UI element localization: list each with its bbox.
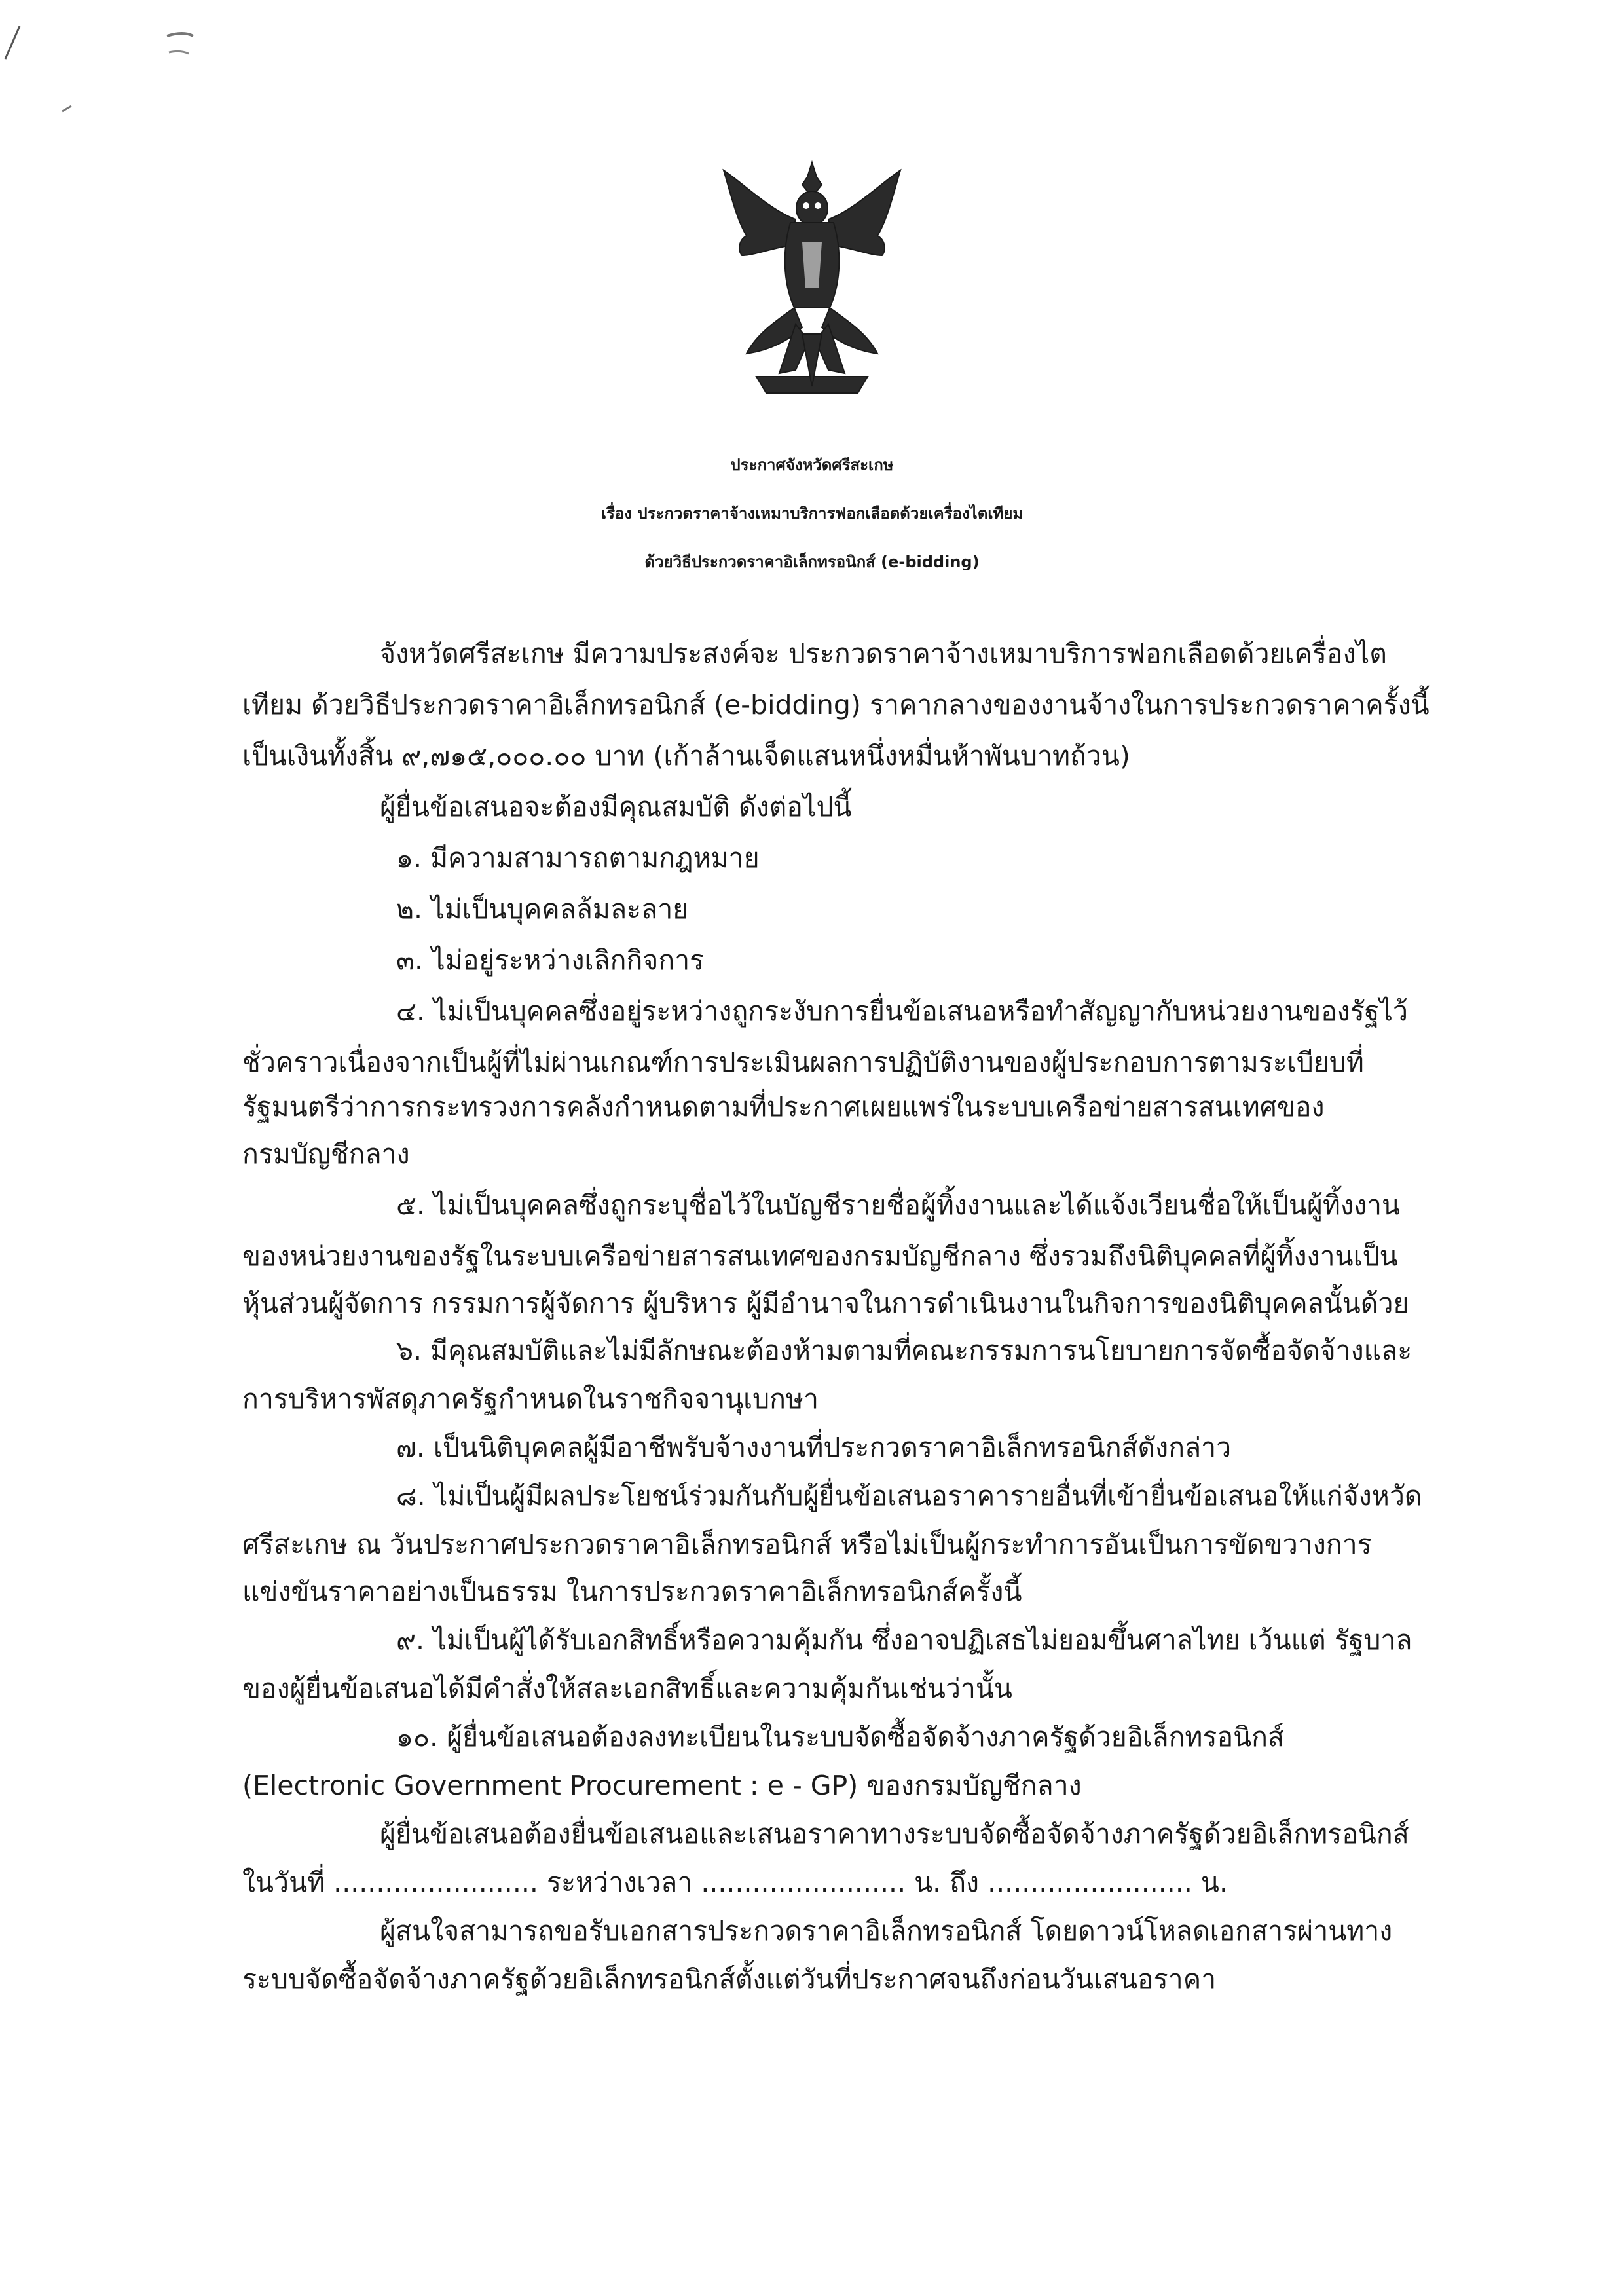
submission-line: ผู้ยื่นข้อเสนอต้องยื่นข้อเสนอและเสนอราคาทางระบบจัดซื้อจัดจ้างภาครัฐด้วยอิเล็กทรอนิกส์ — [380, 1818, 1409, 1850]
qualification-item: ๖. มีคุณสมบัติและไม่มีลักษณะต้องห้ามตามที่คณะกรรมการนโยบายการจัดซื้อจัดจ้างและ — [396, 1335, 1412, 1366]
qualification-item: การบริหารพัสดุภาครัฐกำหนดในราชกิจจานุเบกษา — [242, 1383, 819, 1415]
qualification-item: ๘. ไม่เป็นผู้มีผลประโยชน์ร่วมกันกับผู้ยื่นข้อเสนอราคารายอื่นที่เข้ายื่นข้อเสนอให้แก่จังหวัด — [396, 1480, 1422, 1512]
announcement-title: ประกาศจังหวัดศรีสะเกษ — [730, 456, 894, 474]
qualification-item: ชั่วคราวเนื่องจากเป็นผู้ที่ไม่ผ่านเกณฑ์การประเมินผลการปฏิบัติงานของผู้ประกอบการตามระเบียบที่ — [242, 1047, 1364, 1078]
qualification-item: รัฐมนตรีว่าการกระทรวงการคลังกำหนดตามที่ประกาศเผยแพร่ในระบบเครือข่ายสารสนเทศของ — [242, 1091, 1325, 1123]
qualification-item: ๒. ไม่เป็นบุคคลล้มละลาย — [396, 893, 689, 925]
qualification-item: ของผู้ยื่นข้อเสนอได้มีคำสั่งให้สละเอกสิทธิ์และความคุ้มกันเช่นว่านั้น — [242, 1673, 1012, 1704]
garuda-emblem-icon — [717, 157, 907, 400]
submission-date-line: ในวันที่ ........................ ระหว่างเวลา ........................ น. ถึง ........................ น. — [242, 1867, 1228, 1898]
qualification-item: ศรีสะเกษ ณ วันประกาศประกวดราคาอิเล็กทรอนิกส์ หรือไม่เป็นผู้กระทำการอันเป็นการขัดขวางการ — [242, 1529, 1372, 1560]
intro-line: เทียม ด้วยวิธีประกวดราคาอิเล็กทรอนิกส์ (e-bidding) ราคากลางของงานจ้างในการประกวดราคาครั้งนี้ — [242, 689, 1430, 720]
scan-mark-icon — [0, 13, 210, 124]
announcement-method: ด้วยวิธีประกวดราคาอิเล็กทรอนิกส์ (e-bidding) — [644, 553, 980, 571]
qualification-item: ๑. มีความสามารถตามกฎหมาย — [396, 842, 760, 874]
qualification-item: กรมบัญชีกลาง — [242, 1138, 410, 1170]
intro-line: จังหวัดศรีสะเกษ มีความประสงค์จะ ประกวดราคาจ้างเหมาบริการฟอกเลือดด้วยเครื่องไต — [380, 638, 1387, 669]
qualification-item: แข่งขันราคาอย่างเป็นธรรม ในการประกวดราคาอิเล็กทรอนิกส์ครั้งนี้ — [242, 1576, 1022, 1607]
announcement-subject: เรื่อง ประกวดราคาจ้างเหมาบริการฟอกเลือดด้วยเครื่องไตเทียม — [600, 504, 1024, 523]
qualification-item: ๔. ไม่เป็นบุคคลซึ่งอยู่ระหว่างถูกระงับการยื่นข้อเสนอหรือทำสัญญากับหน่วยงานของรัฐไว้ — [396, 996, 1409, 1027]
download-line: ผู้สนใจสามารถขอรับเอกสารประกวดราคาอิเล็กทรอนิกส์ โดยดาวน์โหลดเอกสารผ่านทาง — [380, 1915, 1393, 1947]
intro-line: เป็นเงินทั้งสิ้น ๙,๗๑๕,๐๐๐.๐๐ บาท (เก้าล้านเจ็ดแสนหนึ่งหมื่นห้าพันบาทถ้วน) — [242, 740, 1130, 772]
download-line: ระบบจัดซื้อจัดจ้างภาครัฐด้วยอิเล็กทรอนิกส์ตั้งแต่วันที่ประกาศจนถึงก่อนวันเสนอราคา — [242, 1964, 1217, 1995]
qualifications-intro: ผู้ยื่นข้อเสนอจะต้องมีคุณสมบัติ ดังต่อไปนี้ — [380, 791, 852, 823]
qualification-item: ๑๐. ผู้ยื่นข้อเสนอต้องลงทะเบียนในระบบจัดซื้อจัดจ้างภาครัฐด้วยอิเล็กทรอนิกส์ — [396, 1721, 1284, 1753]
qualification-item: หุ้นส่วนผู้จัดการ กรรมการผู้จัดการ ผู้บริหาร ผู้มีอำนาจในการดำเนินงานในกิจการของนิติบุคคลนั้นด้วย — [242, 1288, 1409, 1319]
qualification-item: ๗. เป็นนิติบุคคลผู้มีอาชีพรับจ้างงานที่ประกวดราคาอิเล็กทรอนิกส์ดังกล่าว — [396, 1432, 1232, 1463]
qualification-item: ๓. ไม่อยู่ระหว่างเลิกกิจการ — [396, 944, 705, 976]
qualification-item: (Electronic Government Procurement : e - GP) ของกรมบัญชีกลาง — [242, 1770, 1082, 1801]
qualification-item: ๙. ไม่เป็นผู้ได้รับเอกสิทธิ์หรือความคุ้มกัน ซึ่งอาจปฏิเสธไม่ยอมขึ้นศาลไทย เว้นแต่ รัฐบาล — [396, 1624, 1412, 1656]
qualification-item: ๕. ไม่เป็นบุคคลซึ่งถูกระบุชื่อไว้ในบัญชีรายชื่อผู้ทิ้งงานและได้แจ้งเวียนชื่อให้เป็นผู้ทิ้งงาน — [396, 1189, 1401, 1221]
qualification-item: ของหน่วยงานของรัฐในระบบเครือข่ายสารสนเทศของกรมบัญชีกลาง ซึ่งรวมถึงนิติบุคคลที่ผู้ทิ้งงานเป็น — [242, 1241, 1398, 1272]
